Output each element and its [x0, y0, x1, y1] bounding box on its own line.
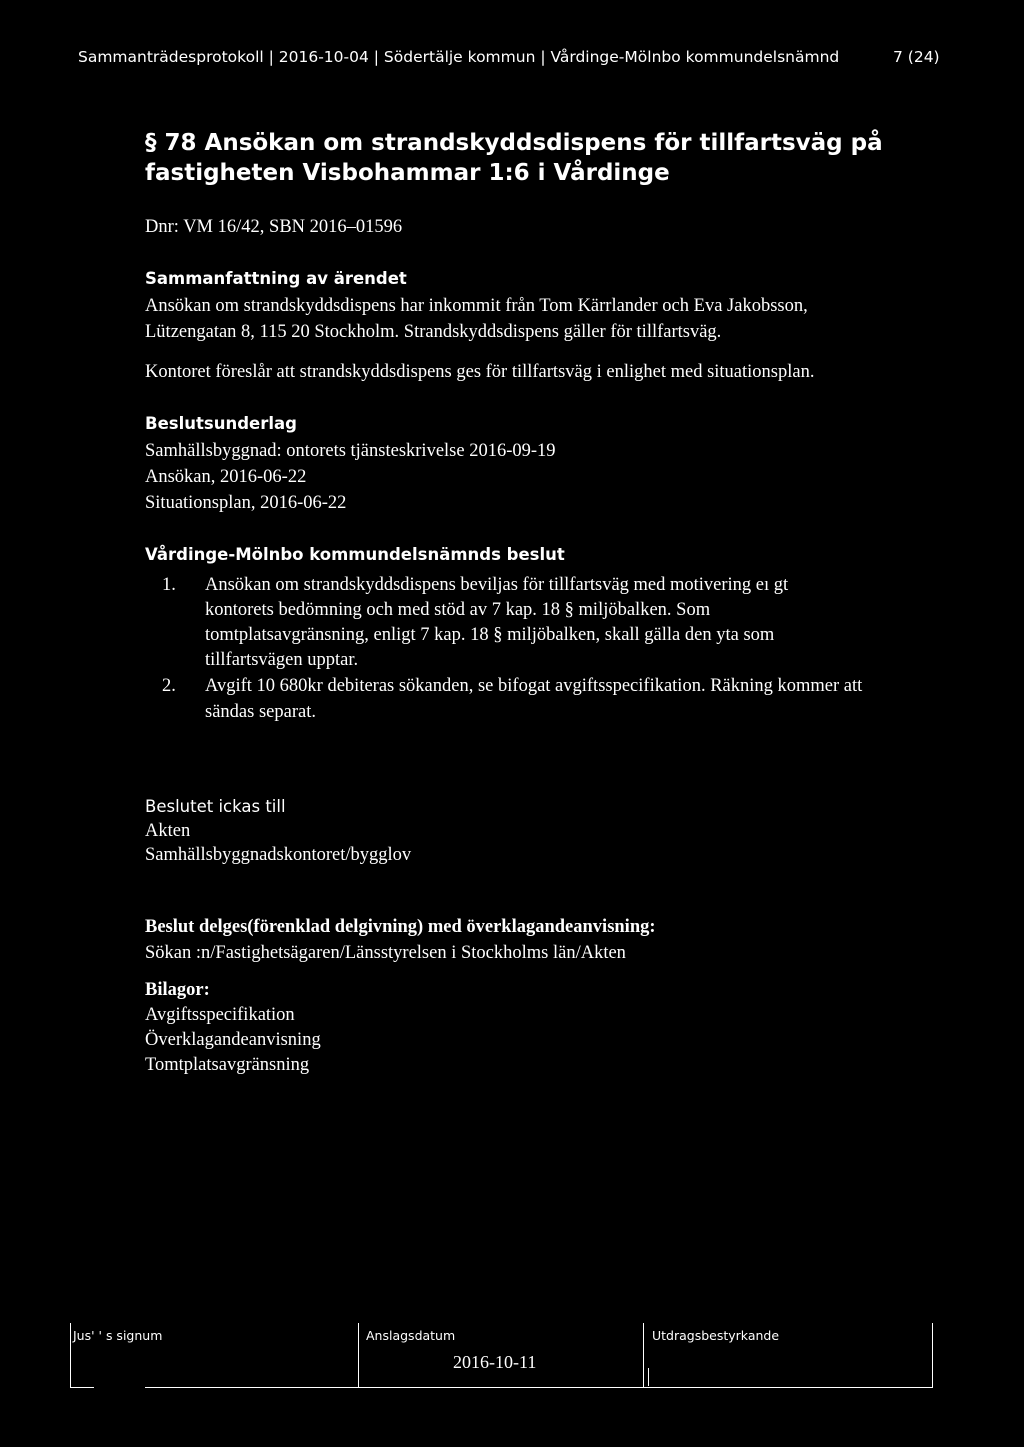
section-title-line-2: fastigheten Visbohammar 1:6 i Vårdinge — [145, 160, 670, 186]
sent-to-heading: Beslutet ickas till — [145, 797, 286, 816]
delivery-heading: Beslut delges(förenklad delgivning) med överklagandeanvisning: — [145, 917, 656, 937]
decision-item-number: 1. — [162, 575, 176, 595]
decision-item-line: sändas separat. — [205, 702, 316, 722]
attachment-item: Tomtplatsavgränsning — [145, 1055, 310, 1075]
summary-heading: Sammanfattning av ärendet — [145, 269, 407, 288]
summary-text-line-2: Lützengatan 8, 115 20 Stockholm. Strandskyddsdispens gäller för tillfartsväg. — [145, 322, 722, 342]
basis-heading: Beslutsunderlag — [145, 414, 297, 433]
footer-divider — [932, 1323, 933, 1388]
decision-item-number: 2. — [162, 676, 176, 696]
summary-text-line-1: Ansökan om strandskyddsdispens har inkommit från Tom Kärrlander och Eva Jakobsson, — [145, 296, 808, 316]
footer-divider — [643, 1323, 644, 1388]
decision-item-line: Avgift 10 680kr debiteras sökanden, se bifogat avgiftsspecifikation. Räkning kommer att — [205, 676, 863, 696]
summary-proposal: Kontoret föreslår att strandskyddsdispens ges för tillfartsväg i enlighet med situationsplan. — [145, 362, 815, 382]
attachment-item: Överklagandeanvisning — [145, 1030, 321, 1050]
signature-label: Jus' ' s signum — [73, 1328, 163, 1343]
basis-item: Ansökan, 2016-06-22 — [145, 467, 307, 487]
decision-item-line: tillfartsvägen upptar. — [205, 650, 359, 670]
footer-tick — [648, 1368, 649, 1386]
decision-item-line: Ansökan om strandskyddsdispens beviljas för tillfartsväg med motivering eı gt — [205, 575, 789, 595]
section-title-line-1: § 78 Ansökan om strandskyddsdispens för tillfartsväg på — [145, 130, 883, 156]
attachment-item: Avgiftsspecifikation — [145, 1005, 295, 1025]
delivery-recipients: Sökan :n/Fastighetsägaren/Länsstyrelsen i Stockholms län/Akten — [145, 943, 626, 963]
decision-item-line: tomtplatsavgränsning, enligt 7 kap. 18 § miljöbalken, skall gälla den yta som — [205, 625, 775, 645]
decision-item-line: kontorets bedömning och med stöd av 7 kap. 18 § miljöbalken. Som — [205, 600, 711, 620]
basis-item: Situationsplan, 2016-06-22 — [145, 493, 347, 513]
document-header: Sammanträdesprotokoll | 2016-10-04 | Södertälje kommun | Vårdinge-Mölnbo kommundelsnämnd — [78, 48, 840, 66]
page-number: 7 (24) — [893, 48, 940, 66]
footer-baseline — [145, 1387, 933, 1388]
case-number: Dnr: VM 16/42, SBN 2016–01596 — [145, 217, 403, 237]
decision-heading: Vårdinge-Mölnbo kommundelsnämnds beslut — [145, 545, 565, 564]
sent-to-item: Akten — [145, 821, 191, 841]
posting-date: 2016-10-11 — [453, 1352, 537, 1372]
footer-divider — [358, 1323, 359, 1388]
footer-divider — [70, 1323, 71, 1388]
posting-date-label: Anslagsdatum — [366, 1328, 456, 1343]
certifying-label: Utdragsbestyrkande — [652, 1328, 780, 1343]
basis-item: Samhällsbyggnad: ontorets tjänsteskrivelse 2016-09-19 — [145, 441, 556, 461]
sent-to-item: Samhällsbyggnadskontoret/bygglov — [145, 845, 412, 865]
footer-baseline — [70, 1387, 94, 1388]
attachments-heading: Bilagor: — [145, 980, 210, 1000]
